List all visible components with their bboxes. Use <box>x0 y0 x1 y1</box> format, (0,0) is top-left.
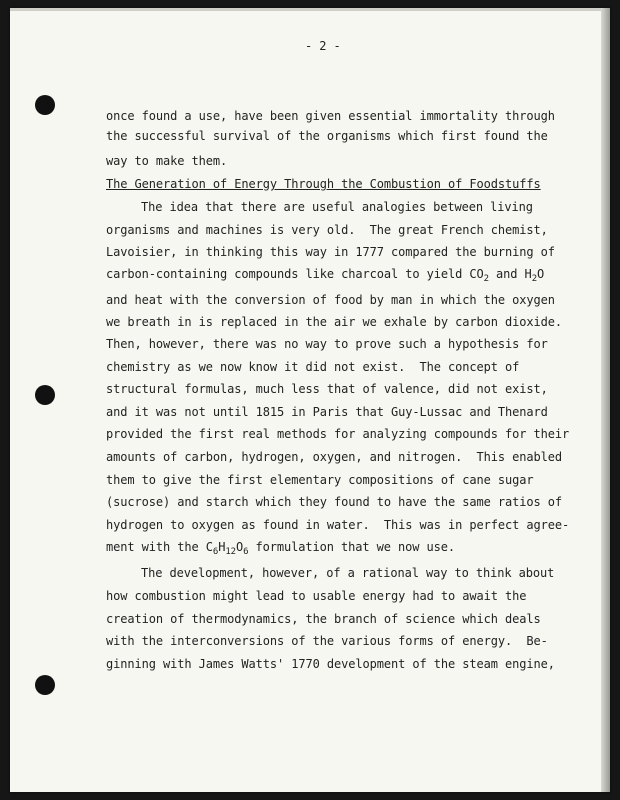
paragraph-2-line-3: Lavoisier, in thinking this way in 1777 compared the burning of <box>106 245 555 259</box>
subscript: 2 <box>483 274 489 284</box>
paragraph-2-line-6: we breath in is replaced in the air we exhale by carbon dioxide. <box>106 315 562 329</box>
paragraph-1-line-3: way to make them. <box>106 154 228 168</box>
paragraph-2-line-12: amounts of carbon, hydrogen, oxygen, and nitrogen. This enabled <box>106 450 562 464</box>
paragraph-3-line-2: how combustion might lead to usable energy had to await the <box>106 589 527 603</box>
paragraph-1-line-1: once found a use, have been given essential immortality through <box>106 109 555 123</box>
page-right-edge <box>601 8 610 792</box>
section-heading: The Generation of Energy Through the Combustion of Foodstuffs <box>106 177 541 191</box>
paragraph-2-line-7: Then, however, there was no way to prove such a hypothesis for <box>106 337 548 351</box>
paragraph-2-line-9: structural formulas, much less that of valence, did not exist, <box>106 382 548 396</box>
punch-hole-middle <box>35 385 55 405</box>
paragraph-2-line-4: carbon-containing compounds like charcoal to yield $CO_2$ and $H_2O$ <box>106 267 545 284</box>
paragraph-3-line-3: creation of thermodynamics, the branch of science which deals <box>106 612 541 626</box>
subscript: 6 <box>243 547 249 557</box>
paragraph-3-line-5: ginning with James Watts' 1770 development of the steam engine, <box>106 657 555 671</box>
subscript: 6 <box>212 547 219 557</box>
subscript: 2 <box>531 274 538 284</box>
paragraph-2-line-13: them to give the first elementary compositions of cane sugar <box>106 473 534 487</box>
paragraph-2-line-10: and it was not until 1815 in Paris that Guy-Lussac and Thenard <box>106 405 548 419</box>
paragraph-3-line-4: with the interconversions of the various forms of energy. Be- <box>106 634 548 648</box>
document-page <box>10 8 610 792</box>
page-top-edge <box>10 8 610 11</box>
punch-hole-bottom <box>35 675 55 695</box>
paragraph-2-line-14: (sucrose) and starch which they found to have the same ratios of <box>106 495 562 509</box>
paragraph-3-line-1: The development, however, of a rational way to think about <box>141 566 555 580</box>
paragraph-2-line-8: chemistry as we now know it did not exist. The concept of <box>106 360 520 374</box>
paragraph-1-line-2: the successful survival of the organisms which first found the <box>106 129 548 143</box>
paragraph-2-line-16: ment with the $C_6H_{12}O_6$ formulation that we now use. <box>106 540 456 557</box>
paragraph-2-line-1: The idea that there are useful analogies between living <box>141 200 533 214</box>
paragraph-2-line-5: and heat with the conversion of food by man in which the oxygen <box>106 293 555 307</box>
punch-hole-top <box>35 95 55 115</box>
paragraph-2-line-2: organisms and machines is very old. The great French chemist, <box>106 223 548 237</box>
paragraph-2-line-11: provided the first real methods for analyzing compounds for their <box>106 427 570 441</box>
paragraph-2-line-15: hydrogen to oxygen as found in water. This was in perfect agree- <box>106 518 570 532</box>
page-number: - 2 - <box>305 39 341 53</box>
subscript: 12 <box>225 547 236 557</box>
